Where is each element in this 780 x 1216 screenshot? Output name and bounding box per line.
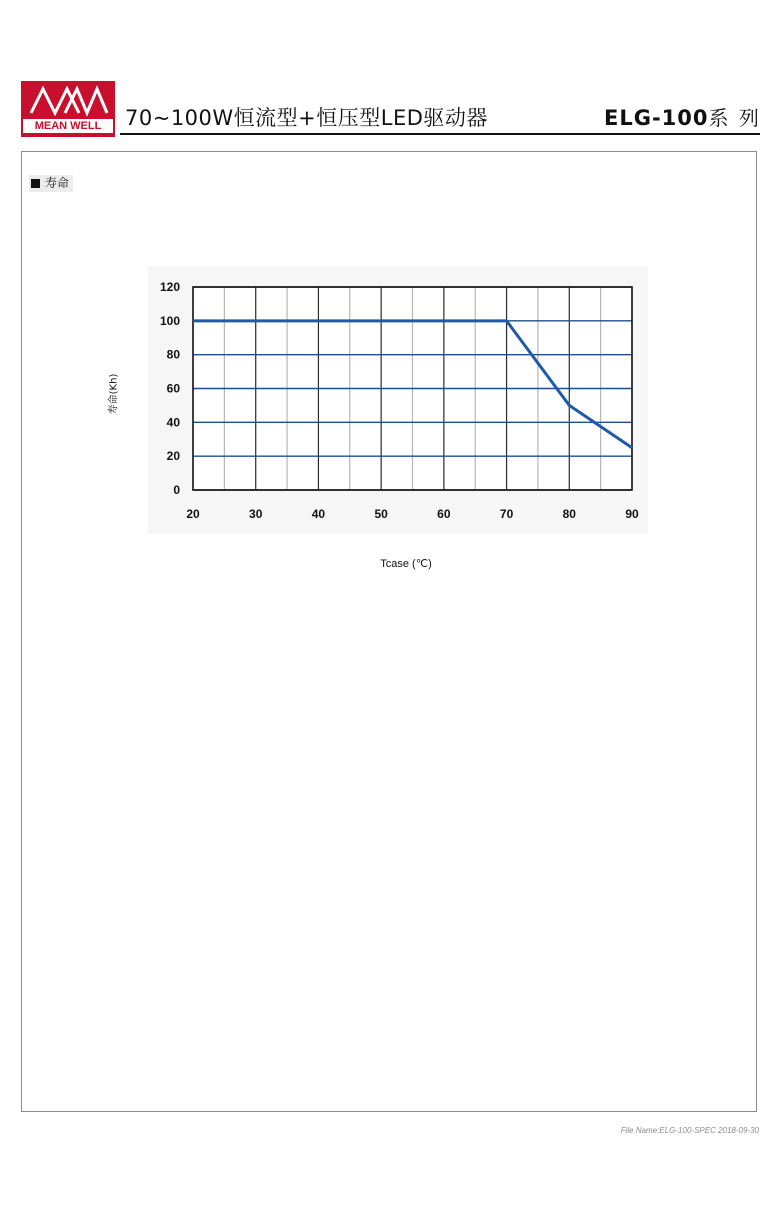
x-tick-label: 50 (374, 507, 388, 521)
lifetime-chart (0, 0, 780, 600)
x-tick-label: 80 (562, 507, 576, 521)
y-tick-label: 100 (159, 313, 180, 328)
logo-text: MEAN WELL (23, 119, 113, 133)
y-tick-label: 40 (166, 415, 180, 430)
y-tick-label: 60 (166, 381, 180, 396)
document-title: 70~100W恒流型+恒压型LED驱动器 (125, 106, 488, 130)
model-name: ELG-100 (604, 106, 709, 130)
x-tick-label: 20 (186, 507, 200, 521)
x-tick-label: 70 (499, 507, 514, 521)
x-axis-label: Tcase (℃) (380, 558, 432, 570)
x-tick-label: 60 (437, 507, 451, 521)
y-tick-label: 0 (173, 483, 180, 497)
x-tick-label: 90 (625, 507, 639, 521)
series-suffix: 系 列 (708, 106, 761, 130)
x-tick-label: 30 (249, 507, 263, 521)
y-axis-label: 寿命(Kh) (108, 373, 120, 415)
file-info-footer: File Name:ELG-100-SPEC 2018-09-30 (620, 1126, 759, 1135)
y-tick-label: 80 (166, 347, 180, 362)
y-tick-label: 20 (166, 449, 180, 464)
section-heading-text: 寿命 (45, 176, 70, 190)
y-tick-label: 120 (159, 280, 180, 294)
x-tick-label: 40 (311, 507, 326, 521)
